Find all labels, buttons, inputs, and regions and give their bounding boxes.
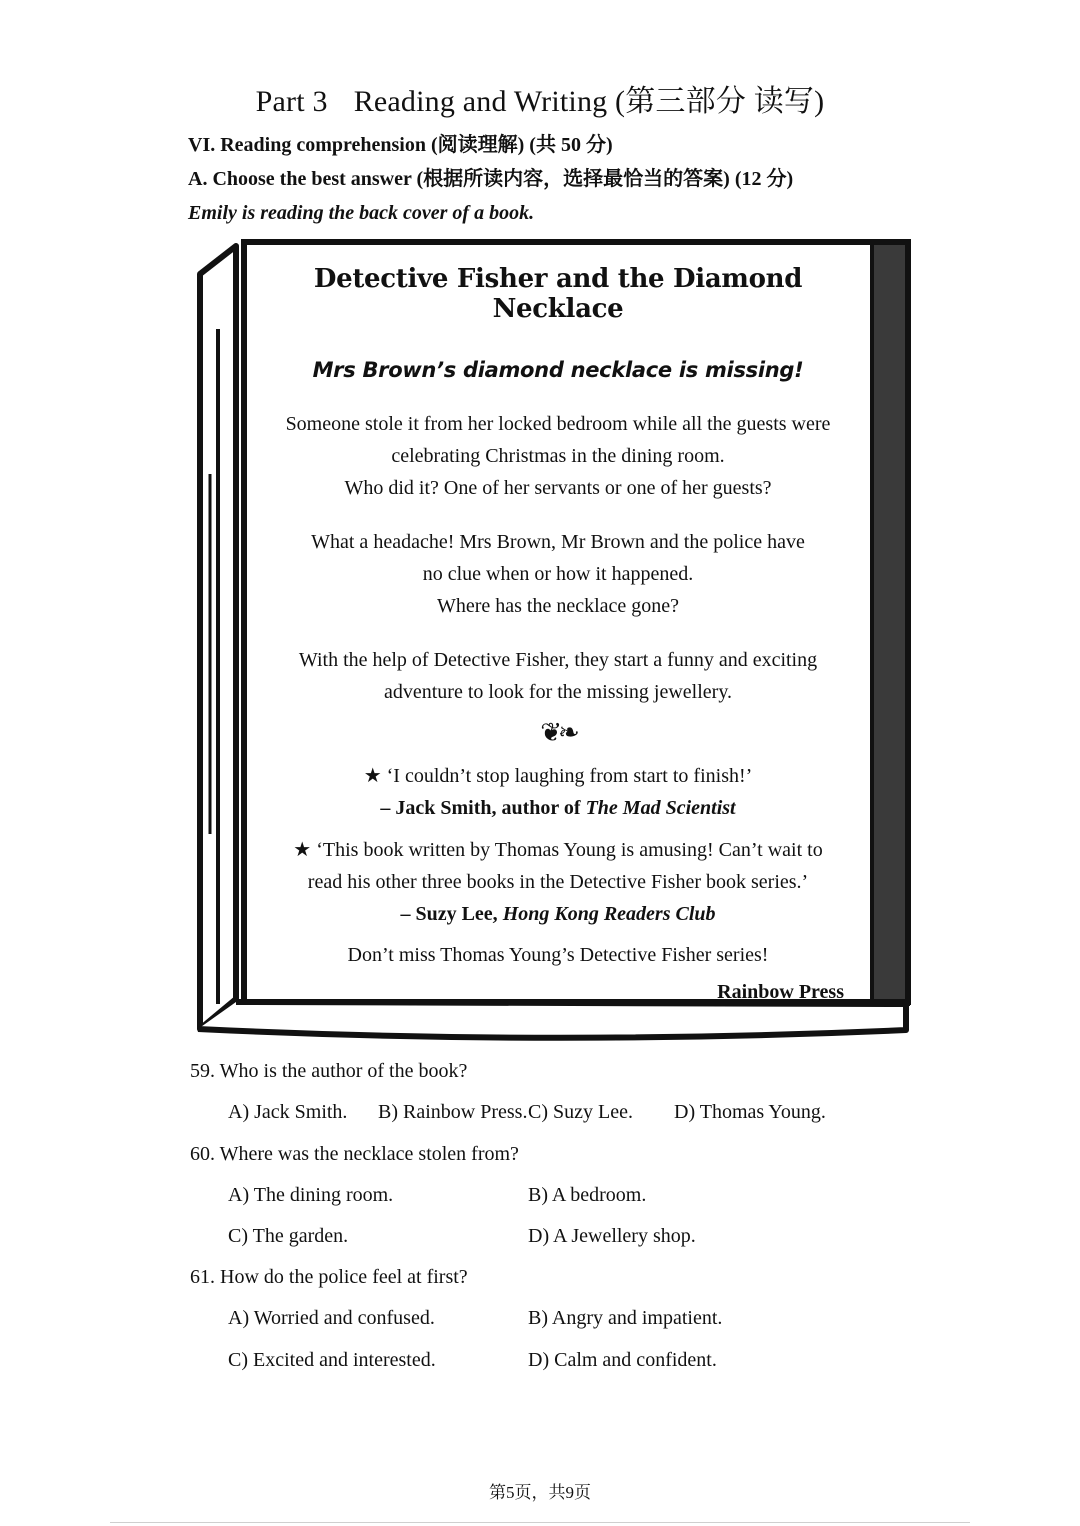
review-author: – Jack Smith, author of — [380, 797, 586, 819]
option-59-a[interactable]: A) Jack Smith. — [228, 1101, 348, 1123]
page-number: 第5页，共9页 — [489, 1483, 591, 1502]
blurb-paragraph-3 — [246, 644, 870, 708]
part-heading: Reading and Writing (第三部分 读写) — [353, 85, 825, 118]
review-source: The Mad Scientist — [585, 797, 736, 819]
question-59: 59. Who is the author of the book? — [190, 1060, 468, 1082]
option-59-d[interactable]: D) Thomas Young. — [674, 1101, 826, 1123]
blurb-paragraph-2 — [246, 526, 870, 622]
review-2 — [246, 834, 870, 930]
closing-line: Don’t miss Thomas Young’s Detective Fisher series! — [347, 944, 769, 966]
book-subtitle: Mrs Brown’s diamond necklace is missing! — [312, 358, 804, 382]
blurb-line: no clue when or how it happened. — [422, 563, 694, 585]
option-60-c[interactable]: C) The garden. — [228, 1225, 349, 1247]
option-60-b[interactable]: B) A bedroom. — [528, 1184, 647, 1206]
blurb-line: What a headache! Mrs Brown, Mr Brown and the police have — [311, 531, 805, 553]
blurb-line: Someone stole it from her locked bedroom while all the guests were — [285, 413, 831, 435]
option-61-c[interactable]: C) Excited and interested. — [228, 1349, 436, 1371]
option-61-b[interactable]: B) Angry and impatient. — [528, 1307, 723, 1329]
section-heading: VI. Reading comprehension (阅读理解) (共 50 分) — [188, 134, 613, 156]
review-author: – Suzy Lee, — [400, 903, 503, 925]
review-quote: ★ ‘I couldn’t stop laughing from start to finish!’ — [363, 765, 753, 787]
blurb-line: Where has the necklace gone? — [436, 595, 680, 617]
review-quote: ★ ‘This book written by Thomas Young is amusing! Can’t wait to — [293, 839, 823, 861]
subsection-heading: A. Choose the best answer (根据所读内容，选择最恰当的答案) (12 分) — [188, 168, 794, 190]
blurb-line: adventure to look for the missing jewellery. — [383, 681, 733, 703]
question-61: 61. How do the police feel at first? — [190, 1266, 468, 1288]
option-59-c[interactable]: C) Suzy Lee. — [528, 1101, 633, 1123]
back-cover — [246, 248, 870, 1003]
review-1 — [246, 760, 870, 824]
book-title: Detective Fisher and the Diamond Necklace — [313, 264, 803, 324]
question-60: 60. Where was the necklace stolen from? — [190, 1143, 519, 1165]
blurb-line: Who did it? One of her servants or one of her guests? — [344, 477, 772, 499]
option-60-a[interactable]: A) The dining room. — [228, 1184, 394, 1206]
blurb-paragraph-1 — [246, 408, 870, 504]
ornament-icon: ❦❧ — [540, 718, 576, 747]
option-60-d[interactable]: D) A Jewellery shop. — [528, 1225, 696, 1247]
intro-text: Emily is reading the back cover of a book. — [188, 202, 535, 224]
option-61-d[interactable]: D) Calm and confident. — [528, 1349, 717, 1371]
footer-divider — [110, 1522, 970, 1523]
option-61-a[interactable]: A) Worried and confused. — [228, 1307, 435, 1329]
review-attribution — [246, 792, 870, 824]
part-title — [0, 76, 1080, 120]
review-source: Hong Kong Readers Club — [502, 903, 716, 925]
publisher: Rainbow Press — [717, 981, 844, 1003]
blurb-line: With the help of Detective Fisher, they start a funny and exciting — [298, 649, 818, 671]
option-59-b[interactable]: B) Rainbow Press. — [378, 1101, 528, 1123]
review-attribution — [246, 898, 870, 930]
blurb-line: celebrating Christmas in the dining room. — [391, 445, 725, 467]
part-label: Part 3 — [255, 85, 328, 118]
review-quote: read his other three books in the Detective Fisher book series.’ — [307, 871, 809, 893]
